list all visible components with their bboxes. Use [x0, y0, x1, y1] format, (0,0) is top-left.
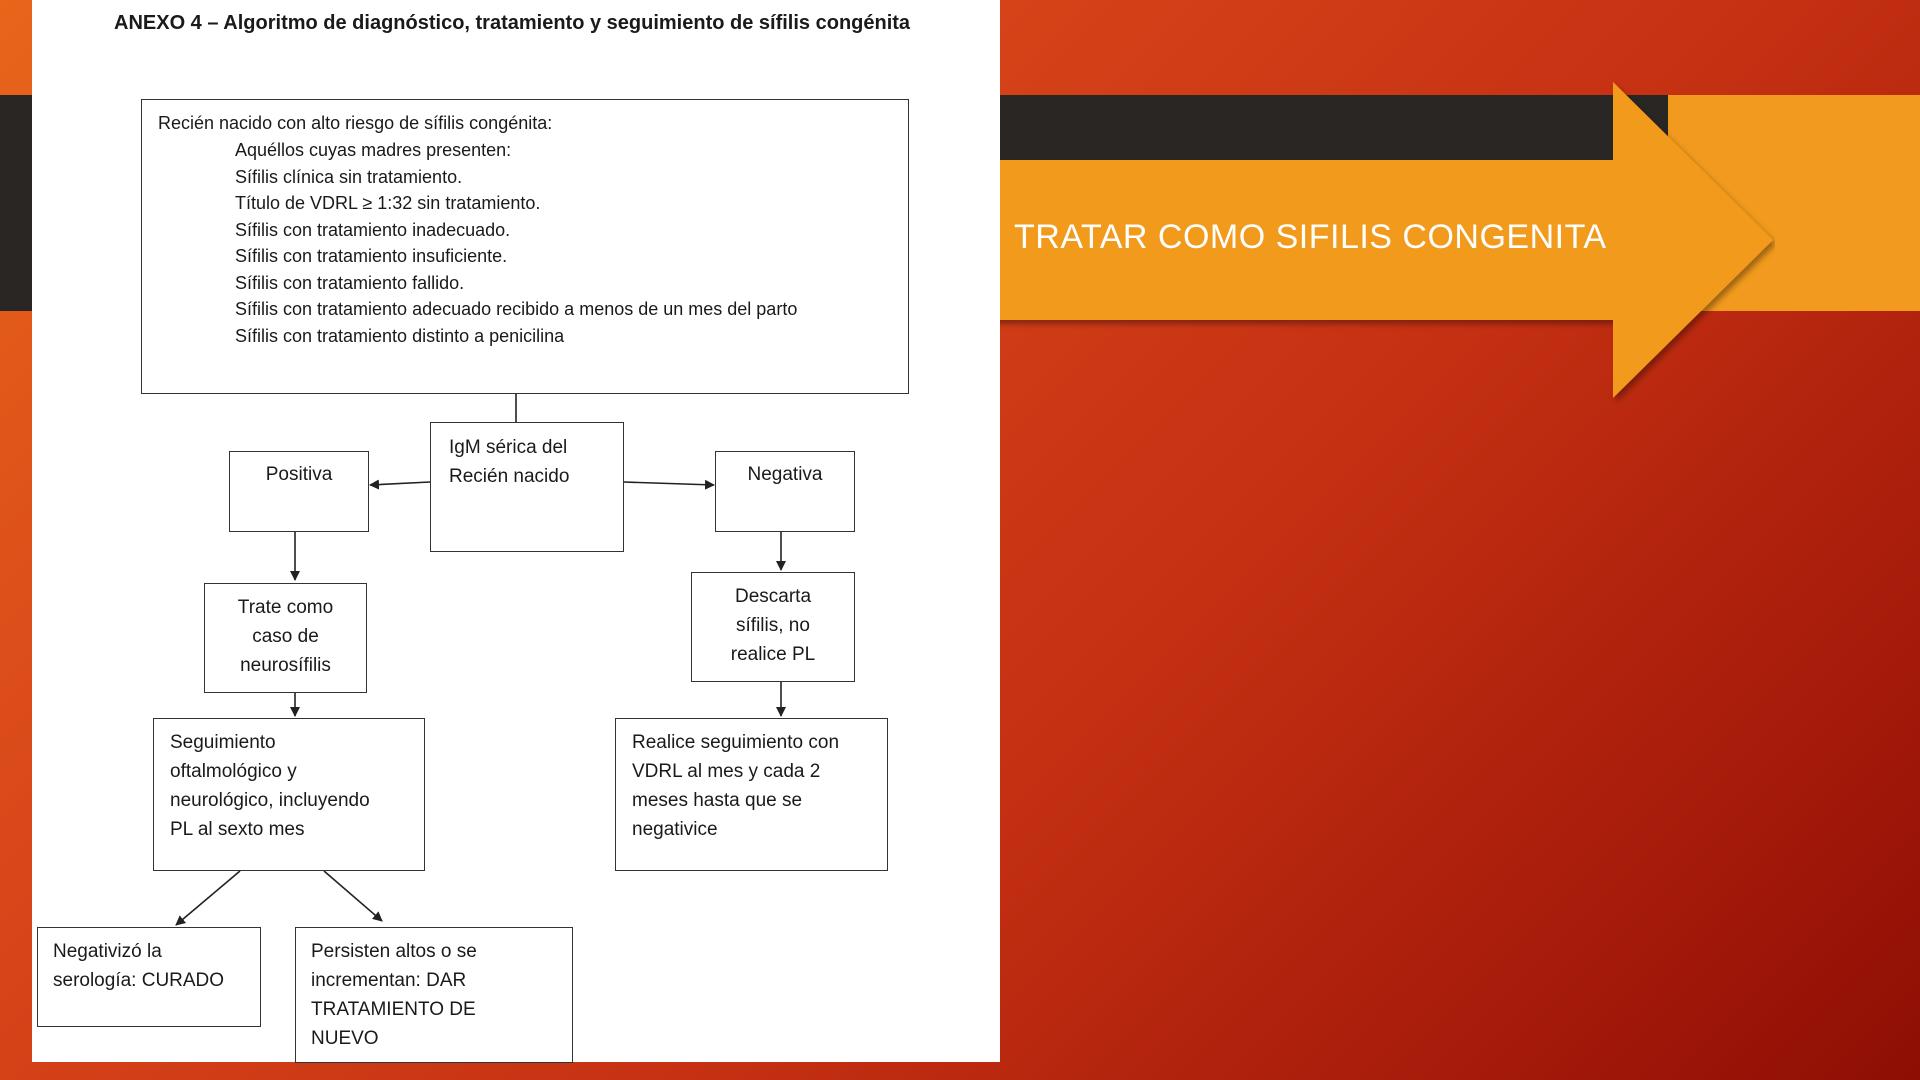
list-item: Título de VDRL ≥ 1:32 sin tratamiento.: [235, 193, 541, 213]
arrow-label: TRATAR COMO SIFILIS CONGENITA: [1014, 218, 1607, 256]
followup-right-line-4: negativice: [632, 819, 718, 840]
followup-right-line-1: Realice seguimiento con: [632, 732, 840, 753]
negative-box: [715, 451, 855, 532]
followup-left-line-2: oftalmológico y: [170, 761, 297, 782]
followup-right-line-3: meses hasta que se: [632, 790, 803, 811]
neuro-line-3: neurosífilis: [240, 655, 331, 676]
cured-line-1: Negativizó la: [53, 941, 162, 962]
followup-left-box: [153, 718, 425, 871]
list-item: Sífilis con tratamiento fallido.: [235, 272, 465, 293]
list-item: Sífilis con tratamiento adecuado recibido a menos de un mes del parto: [235, 299, 798, 319]
negative-label: Negativa: [747, 464, 823, 485]
neuro-line-2: caso de: [252, 626, 319, 647]
algorithm-document: [32, 0, 1000, 1062]
retreat-line-2: incrementan: DAR: [311, 970, 467, 991]
retreat-line-4: NUEVO: [311, 1028, 379, 1049]
igm-line-2: Recién nacido: [449, 466, 570, 487]
list-item: Sífilis con tratamiento distinto a penicilina: [235, 325, 565, 346]
retreat-box: [295, 927, 573, 1063]
followup-left-line-3: neurológico, incluyendo: [170, 790, 370, 811]
cured-line-2: serología: CURADO: [53, 970, 225, 991]
risk-list: [235, 137, 797, 349]
list-item: Sífilis clínica sin tratamiento.: [235, 166, 463, 187]
retreat-line-3: TRATAMIENTO DE: [311, 999, 476, 1020]
discard-box: [691, 572, 855, 682]
document-title: ANEXO 4 – Algoritmo de diagnóstico, tratamiento y seguimiento de sífilis congénita: [114, 12, 911, 34]
discard-line-3: realice PL: [730, 644, 816, 665]
followup-left-line-1: Seguimiento: [170, 732, 276, 753]
retreat-line-1: Persisten altos o se: [311, 941, 477, 962]
risk-heading: Recién nacido con alto riesgo de sífilis congénita:: [158, 113, 553, 133]
positive-box: [229, 451, 369, 532]
followup-right-box: [615, 718, 888, 871]
positive-label: Positiva: [265, 464, 333, 485]
list-item: Aquéllos cuyas madres presenten:: [235, 140, 512, 160]
neurosyphilis-box: [204, 583, 367, 693]
discard-line-2: sífilis, no: [736, 615, 810, 636]
followup-right-line-2: VDRL al mes y cada 2: [632, 761, 821, 782]
followup-left-line-4: PL al sexto mes: [170, 819, 305, 840]
igm-test-box: [430, 422, 624, 552]
igm-line-1: IgM sérica del: [449, 437, 568, 458]
neuro-line-1: Trate como: [237, 597, 334, 618]
list-item: Sífilis con tratamiento inadecuado.: [235, 219, 511, 240]
discard-line-1: Descarta: [734, 586, 812, 607]
risk-criteria-box: [141, 99, 909, 394]
cured-box: [37, 927, 261, 1027]
list-item: Sífilis con tratamiento insuficiente.: [235, 246, 508, 266]
